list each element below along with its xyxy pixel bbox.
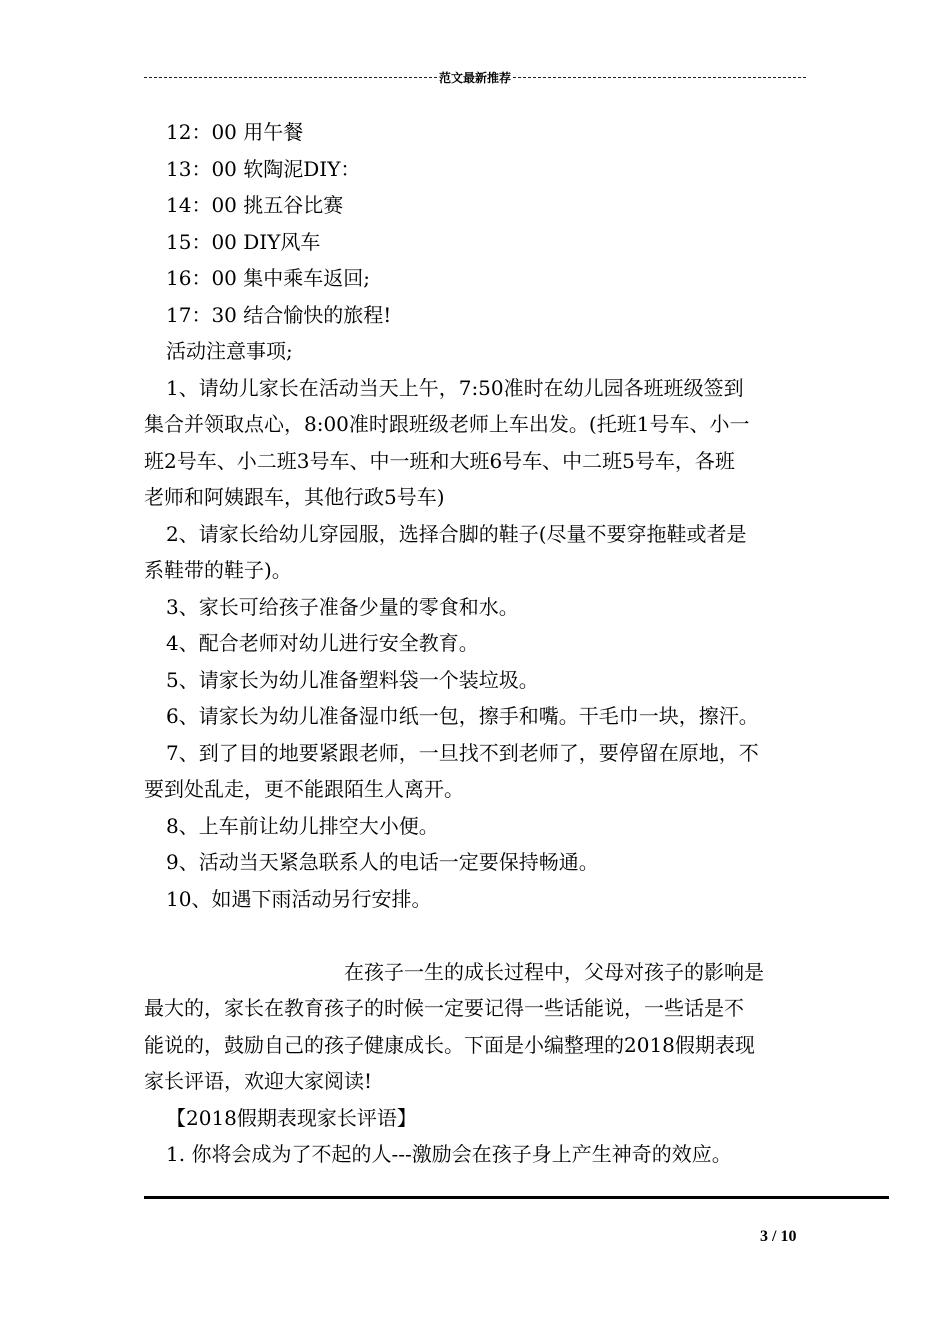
page-number: 3 / 10 bbox=[760, 1228, 797, 1245]
footer-rule bbox=[144, 1196, 889, 1199]
note-6: 6、请家长为幼儿准备湿巾纸一包，擦手和嘴。干毛巾一块，擦汗。 bbox=[166, 704, 759, 728]
intro-line-1: 在孩子一生的成长过程中，父母对孩子的影响是 bbox=[344, 959, 764, 984]
note-10: 10、如遇下雨活动另行安排。 bbox=[166, 886, 432, 911]
note-8: 8、上车前让幼儿排空大小便。 bbox=[166, 813, 439, 838]
note-2-line-1: 2、请家长给幼儿穿园服，选择合脚的鞋子(尽量不要穿拖鞋或者是 bbox=[166, 521, 747, 546]
header-dash-right bbox=[513, 77, 806, 78]
paragraph-gap bbox=[144, 917, 808, 954]
schedule-item: 12：00 用午餐 bbox=[166, 120, 304, 144]
note-7-line-2: 要到处乱走，更不能跟陌生人离开。 bbox=[144, 777, 464, 801]
note-2-line-2: 系鞋带的鞋子)。 bbox=[144, 558, 292, 582]
schedule-item: 13：00 软陶泥DIY： bbox=[166, 156, 361, 181]
note-7-line-1: 7、到了目的地要紧跟老师，一旦找不到老师了，要停留在原地，不 bbox=[166, 740, 759, 765]
intro-line-2: 最大的，家长在教育孩子的时候一定要记得一些话能说，一些话是不 bbox=[144, 996, 744, 1020]
header-dash-left bbox=[144, 77, 437, 78]
note-1-line-3: 班2号车、小二班3号车、中一班和大班6号车、中二班5号车，各班 bbox=[144, 448, 735, 473]
section-title: 【2018假期表现家长评语】 bbox=[166, 1105, 417, 1130]
comment-item-1: 1. 你将会成为了不起的人---激励会在孩子身上产生神奇的效应。 bbox=[166, 1142, 732, 1166]
note-1-line-4: 老师和阿姨跟车，其他行政5号车) bbox=[144, 485, 445, 509]
note-9: 9、活动当天紧急联系人的电话一定要保持畅通。 bbox=[166, 850, 599, 874]
notes-heading: 活动注意事项; bbox=[166, 339, 293, 363]
note-5: 5、请家长为幼儿准备塑料袋一个装垃圾。 bbox=[166, 667, 539, 692]
note-1-line-2: 集合并领取点心，8:00准时跟班级老师上车出发。(托班1号车、小一 bbox=[144, 412, 750, 436]
schedule-item: 16：00 集中乘车返回; bbox=[166, 266, 370, 290]
note-3: 3、家长可给孩子准备少量的零食和水。 bbox=[166, 594, 519, 619]
page-header bbox=[144, 68, 806, 86]
schedule-item: 14：00 挑五谷比赛 bbox=[166, 193, 344, 217]
intro-line-4: 家长评语，欢迎大家阅读! bbox=[144, 1069, 373, 1093]
header-title: 范文最新推荐 bbox=[439, 70, 512, 85]
schedule-item: 15：00 DIY风车 bbox=[166, 229, 321, 254]
note-4: 4、配合老师对幼儿进行安全教育。 bbox=[166, 631, 479, 655]
intro-line-3: 能说的，鼓励自己的孩子健康成长。下面是小编整理的2018假期表现 bbox=[144, 1032, 755, 1057]
document-body bbox=[144, 114, 808, 1173]
schedule-item: 17：30 结合愉快的旅程! bbox=[166, 302, 392, 327]
note-1-line-1: 1、请幼儿家长在活动当天上午，7:50准时在幼儿园各班班级签到 bbox=[166, 375, 744, 400]
